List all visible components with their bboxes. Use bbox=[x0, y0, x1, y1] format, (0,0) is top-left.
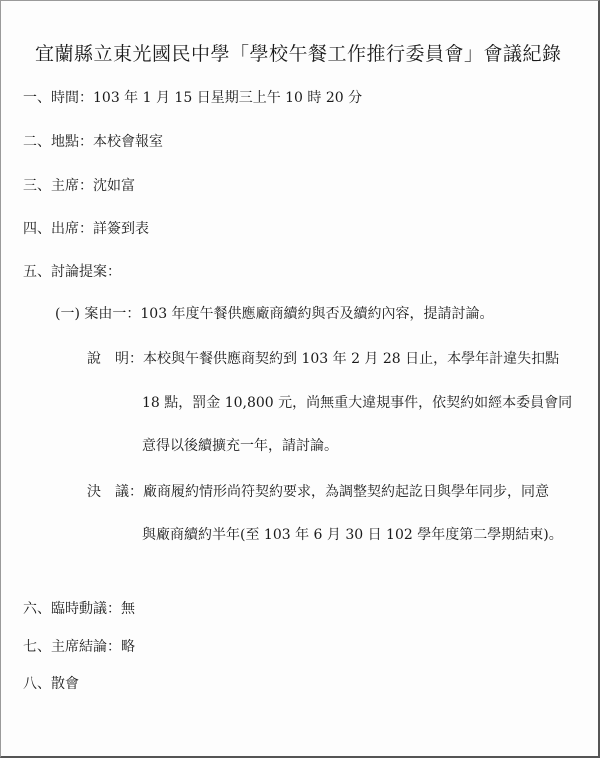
resolution-line-1: 決 議：廠商履約情形尚符契約要求，為調整契約起訖日與學年同步，同意 bbox=[87, 484, 549, 500]
item-time: 一、時間：103 年 1 月 15 日星期三上午 10 時 20 分 bbox=[23, 90, 363, 106]
explain-line-2: 18 點，罰金 10,800 元，尚無重大違規事件，依契約如經本委員會同 bbox=[142, 395, 573, 411]
resolution-line-2: 與廠商續約半年(至 103 年 6 月 30 日 102 學年度第二學期結束)。 bbox=[142, 527, 563, 543]
item-attendees: 四、出席：詳簽到表 bbox=[23, 221, 149, 237]
item-chair: 三、主席：沈如富 bbox=[23, 178, 135, 194]
proposal-heading: (一) 案由一：103 年度午餐供應廠商續約與否及續約內容，提請討論。 bbox=[55, 306, 494, 322]
explain-line-3: 意得以後續擴充一年，請討論。 bbox=[142, 438, 338, 454]
item-discussion: 五、討論提案： bbox=[23, 264, 121, 280]
item-extra-motion: 六、臨時動議：無 bbox=[23, 601, 135, 617]
explain-line-1: 說 明：本校與午餐供應商契約到 103 年 2 月 28 日止，本學年計違失扣點 bbox=[87, 351, 560, 367]
item-adjourn: 八、散會 bbox=[23, 676, 79, 692]
item-chair-conclusion: 七、主席結論：略 bbox=[23, 639, 135, 655]
document-title: 宜蘭縣立東光國民中學「學校午餐工作推行委員會」會議紀錄 bbox=[35, 43, 562, 65]
item-place: 二、地點：本校會報室 bbox=[23, 134, 163, 150]
